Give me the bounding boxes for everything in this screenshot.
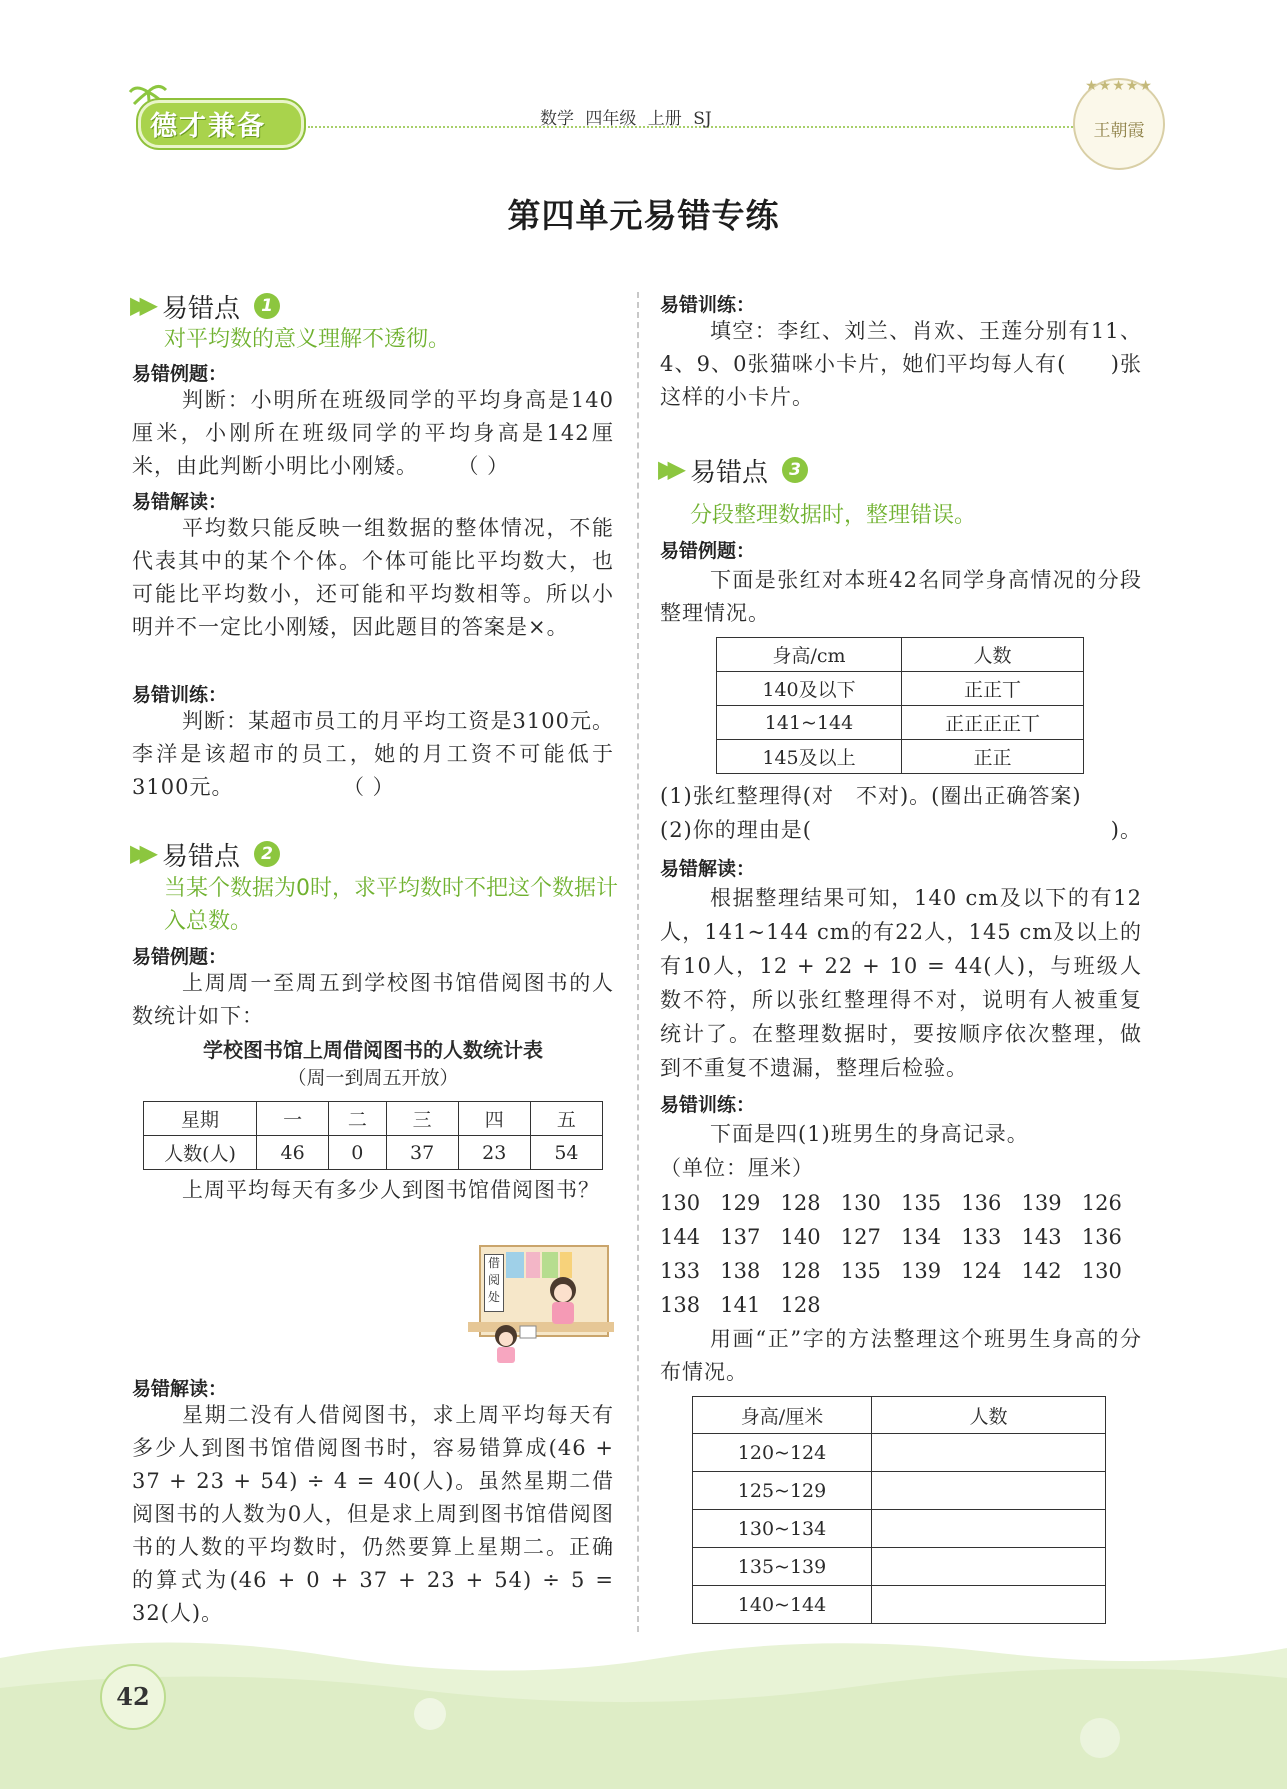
table-header-cell: 星期	[144, 1102, 257, 1136]
brand-text: 德才兼备	[150, 111, 266, 142]
data-value: 128	[780, 1191, 821, 1215]
table-cell: 0	[329, 1136, 386, 1170]
table-header-cell: 一	[257, 1102, 329, 1136]
tally-input-cell[interactable]	[872, 1434, 1106, 1472]
table-header-row	[693, 1397, 1106, 1434]
table-cell: 23	[458, 1136, 530, 1170]
data-value: 138	[660, 1293, 701, 1317]
data-value: 126	[1081, 1191, 1122, 1215]
table-cell: 145及以上	[717, 740, 902, 774]
page-number: 42	[100, 1664, 166, 1730]
table-cell: 140~144	[693, 1586, 872, 1624]
question-2: (2)你的理由是( )。	[660, 818, 1142, 842]
table-header-cell: 三	[386, 1102, 458, 1136]
example-label-3: 易错例题：	[660, 540, 756, 562]
training-text-3: 下面是四(1)班男生的身高记录。	[710, 1122, 1029, 1146]
column-divider	[637, 292, 639, 1632]
example-text-2: 上周周一至周五到学校图书馆借阅图书的人数统计如下：	[132, 971, 614, 1028]
table-row	[144, 1136, 603, 1170]
table-header-cell: 人数	[872, 1397, 1106, 1434]
section-heading-3: ▶▶ 易错点 3	[658, 452, 858, 488]
tally-input-cell[interactable]	[872, 1548, 1106, 1586]
table-cell: 正正正正丅	[902, 706, 1084, 740]
data-value: 142	[1021, 1259, 1062, 1283]
data-value: 128	[780, 1259, 821, 1283]
data-value: 130	[840, 1191, 881, 1215]
table-cell: 125~129	[693, 1472, 872, 1510]
table-row	[693, 1472, 1106, 1510]
table-row	[717, 672, 1084, 706]
analysis-label-3: 易错解读：	[660, 858, 756, 880]
analysis-label-2: 易错解读：	[132, 1378, 228, 1400]
example-text-1: 判断：小明所在班级同学的平均身高是140厘米，小刚所在班级同学的平均身高是142厘米，由此判断小明比小刚矮。 （ ）	[132, 388, 614, 478]
question-1: (1)张红整理得(对 不对)。(圈出正确答案)	[660, 784, 1082, 808]
table-header-cell: 身高/厘米	[693, 1397, 872, 1434]
table-row	[693, 1548, 1106, 1586]
section-heading-1: ▶▶ 易错点 1	[130, 288, 330, 324]
training-label-2: 易错训练：	[660, 294, 756, 316]
data-value: 133	[961, 1225, 1002, 1249]
data-value: 137	[720, 1225, 761, 1249]
double-arrow-icon: ▶▶	[130, 839, 149, 867]
answer-blank[interactable]: （ ）	[353, 775, 395, 799]
table-row	[693, 1434, 1106, 1472]
page-title: 第四单元易错专练	[507, 196, 780, 235]
table-row	[693, 1586, 1106, 1624]
table-header-row	[144, 1102, 603, 1136]
example-label-1: 易错例题：	[132, 363, 228, 385]
table-cell: 140及以下	[717, 672, 902, 706]
data-value: 127	[840, 1225, 881, 1249]
height-data-grid	[660, 1186, 1142, 1322]
data-value: 134	[901, 1225, 942, 1249]
height-tally-table	[716, 637, 1084, 774]
logo-text: 王朝霞	[1093, 121, 1145, 141]
section-subtitle-3: 分段整理数据时，整理错误。	[690, 503, 977, 528]
table-cell: 54	[530, 1136, 602, 1170]
question-text: 上周平均每天有多少人到图书馆借阅图书？	[182, 1178, 600, 1202]
answer-blank[interactable]: （ ）	[468, 454, 510, 478]
data-value: 140	[780, 1225, 821, 1249]
tally-input-cell[interactable]	[872, 1472, 1106, 1510]
table-cell: 135~139	[693, 1548, 872, 1586]
table-cell: 130~134	[693, 1510, 872, 1548]
table-row	[717, 706, 1084, 740]
table-header-cell: 四	[458, 1102, 530, 1136]
publisher-logo	[1073, 78, 1165, 170]
unit-note: （单位：厘米）	[660, 1156, 814, 1180]
data-row	[660, 1288, 1142, 1322]
table-cell: 正正	[902, 740, 1084, 774]
subject-label: 数学 四年级 上册 SJ	[540, 109, 712, 129]
data-value: 129	[720, 1191, 761, 1215]
brand-badge	[128, 92, 300, 142]
table-cell: 120~124	[693, 1434, 872, 1472]
data-row	[660, 1220, 1142, 1254]
data-value: 139	[1021, 1191, 1062, 1215]
table-header-cell: 五	[530, 1102, 602, 1136]
data-value: 130	[1081, 1259, 1122, 1283]
data-value: 139	[901, 1259, 942, 1283]
table-subtitle: （周一到周五开放）	[287, 1067, 459, 1089]
example-label-2: 易错例题：	[132, 946, 228, 968]
footer-wave	[0, 1628, 1287, 1789]
table-cell: 46	[257, 1136, 329, 1170]
section-subtitle-2: 当某个数据为0时，求平均数时不把这个数据计入总数。	[164, 876, 618, 934]
example-text-3: 下面是张红对本班42名同学身高情况的分段整理情况。	[660, 568, 1142, 625]
tally-input-cell[interactable]	[872, 1586, 1106, 1624]
data-value: 133	[660, 1259, 701, 1283]
training-text-1: 判断：某超市员工的月平均工资是3100元。李洋是该超市的员工，她的月工资不可能低于3100元。 （ ）	[132, 709, 614, 799]
data-value: 136	[1081, 1225, 1122, 1249]
table-row	[717, 740, 1084, 774]
table-cell: 37	[386, 1136, 458, 1170]
training-text-2: 填空：李红、刘兰、肖欢、王莲分别有11、4、9、0张猫咪小卡片，她们平均每人有( )张这样的小卡片。	[660, 319, 1142, 409]
table-title: 学校图书馆上周借阅图书的人数统计表	[203, 1038, 543, 1062]
data-value: 144	[660, 1225, 701, 1249]
double-arrow-icon: ▶▶	[658, 455, 677, 483]
table-cell: 人数(人)	[144, 1136, 257, 1170]
data-value: 138	[720, 1259, 761, 1283]
table-header-cell: 二	[329, 1102, 386, 1136]
analysis-text-1: 平均数只能反映一组数据的整体情况，不能代表其中的某个个体。个体可能比平均数大，也可能比平均数小，还可能和平均数相等。所以小明并不一定比小刚矮，因此题目的答案是×。	[132, 516, 614, 639]
data-value: 128	[780, 1293, 821, 1317]
table-cell: 141~144	[717, 706, 902, 740]
data-row	[660, 1186, 1142, 1220]
library-sign: 借阅处	[484, 1254, 504, 1312]
data-value: 141	[720, 1293, 761, 1317]
double-arrow-icon: ▶▶	[130, 291, 149, 319]
data-value: 130	[660, 1191, 701, 1215]
section-subtitle-1: 对平均数的意义理解不透彻。	[164, 327, 451, 352]
section-heading-2: ▶▶ 易错点 2	[130, 836, 330, 872]
data-value: 143	[1021, 1225, 1062, 1249]
data-row	[660, 1254, 1142, 1288]
data-value: 124	[961, 1259, 1002, 1283]
library-table	[143, 1101, 603, 1170]
analysis-text-3: 根据整理结果可知，140 cm及以下的有12人，141~144 cm的有22人，145 cm及以上的有10人，12 + 22 + 10 = 44(人)，与班级人数不符，所以张红整理得不对，说明有人被重复统计了。在整理数据时，要按顺序依次整理，做到不重复不遗漏，整理后检验。	[660, 886, 1142, 1080]
tally-input-cell[interactable]	[872, 1510, 1106, 1548]
instruction-text: 用画“正”字的方法整理这个班男生身高的分布情况。	[660, 1327, 1142, 1384]
table-cell: 正正丅	[902, 672, 1084, 706]
answer-tally-table	[692, 1396, 1106, 1624]
table-header-cell: 人数	[902, 638, 1084, 672]
table-row	[693, 1510, 1106, 1548]
training-label-1: 易错训练：	[132, 684, 228, 706]
logo-stars-icon: ★★★★★	[1085, 78, 1153, 94]
analysis-text-2: 星期二没有人借阅图书，求上周平均每天有多少人到图书馆借阅图书时，容易错算成(46 + 37 + 23 + 54) ÷ 4 = 40(人)。虽然星期二借阅图书的人数为0人，但是求上周到图书馆借阅图书的人数的平均数时，仍然要算上星期二。正确的算式为(46 + 0 + 37 + 23 + 54) ÷ 5 = 32(人)。	[132, 1403, 614, 1625]
data-value: 135	[901, 1191, 942, 1215]
table-header-cell: 身高/cm	[717, 638, 902, 672]
library-illustration	[468, 1240, 614, 1368]
analysis-label-1: 易错解读：	[132, 491, 228, 513]
data-value: 135	[840, 1259, 881, 1283]
table-header-row	[717, 638, 1084, 672]
data-value: 136	[961, 1191, 1002, 1215]
training-label-3: 易错训练：	[660, 1094, 756, 1116]
